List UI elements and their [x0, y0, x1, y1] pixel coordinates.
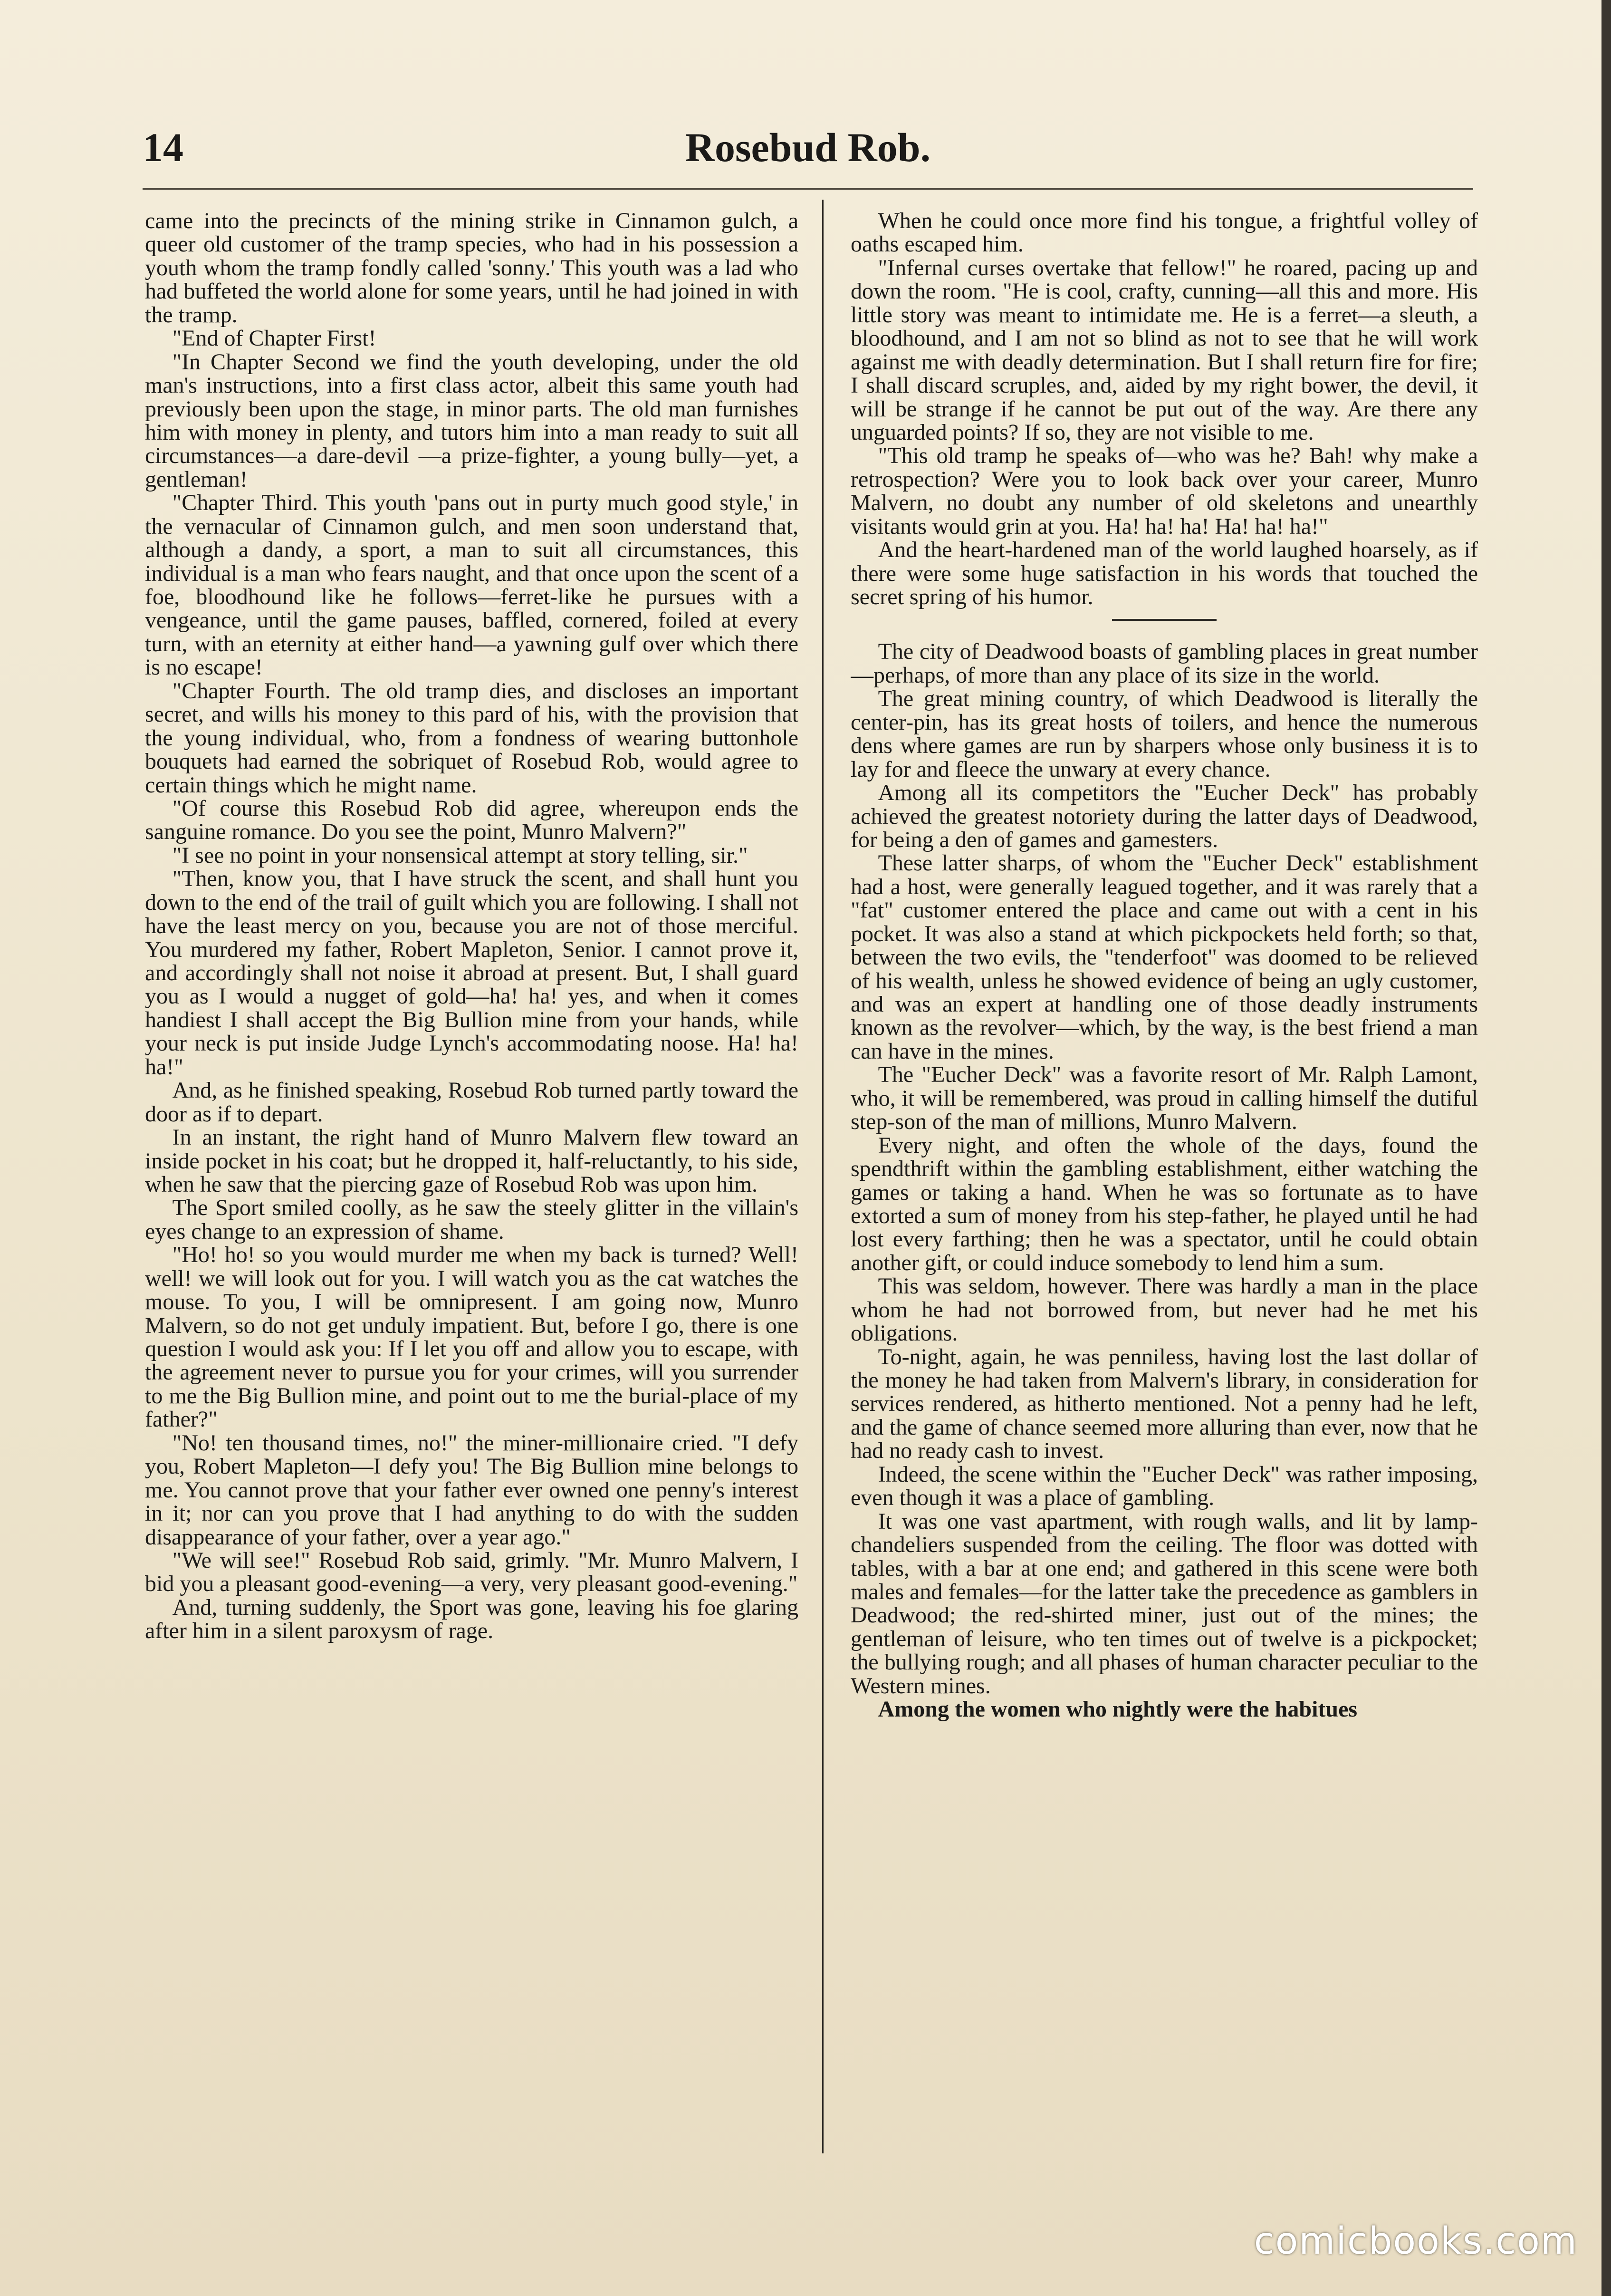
page-number: 14: [143, 125, 183, 170]
paragraph: "End of Chapter First!: [172, 326, 376, 351]
paragraph: And, turning suddenly, the Sport was gone, leaving his foe glaring after him in a silent paroxysm of rage.: [145, 1594, 798, 1644]
paragraph: The Sport smiled coolly, as he saw the steely glitter in the villain's eyes change to an expression of shame.: [145, 1195, 798, 1244]
paragraph: "Ho! ho! so you would murder me when my back is turned? Well! well! we will look out for you. I will watch you as the cat watches the mouse. To you, I will be omnipresent. I am going now, Munro Malvern, so do not get unduly impatient. But, before I go, there is one question I would ask you: If I let you off and allow you to escape, with the agreement never to pursue you for your crimes, will you surrender to me the Big Bullion mine, and point out to me the burial-place of my father?": [145, 1242, 798, 1432]
paragraph: And, as he finished speaking, Rosebud Rob turned partly toward the door as if to depart.: [145, 1078, 798, 1127]
paragraph: It was one vast apartment, with rough walls, and lit by lamp-chandeliers suspended from the ceiling. The floor was dotted with tables, with a bar at one end; and gathered in this scene were both males and females—for the latter take the precedence as gamblers in Deadwood; the red-shirted miner, just out of the mines; the gentleman of leisure, who ten times out of twelve is a pickpocket; the bullying rough; and all phases of human character peculiar to the Western mines.: [851, 1508, 1478, 1698]
paragraph: "No! ten thousand times, no!" the miner-millionaire cried. "I defy you, Robert Mapleton—I defy you! The Big Bullion mine belongs to me. You cannot prove that your father ever owned one penny's interest in it; nor can you prove that I had anything to do with the sudden disappearance of your father, over a year ago.": [145, 1430, 798, 1550]
paragraph: came into the precincts of the mining strike in Cinnamon gulch, a queer old customer of the tramp species, who had in his possession a youth whom the tramp fondly called 'sonny.' This youth was a lad who had buffeted the world alone for some years, until he had joined in with the tramp.: [145, 209, 798, 328]
column-divider: [822, 200, 824, 2153]
paragraph: "This old tramp he speaks of—who was he? Bah! why make a retrospection? Were you to look back over your career, Munro Malvern, no doubt any number of old skeletons and unearthly visitants would grin at you. Ha! ha! ha! Ha! ha! ha!": [851, 443, 1478, 539]
paragraph: In an instant, the right hand of Munro Malvern flew toward an inside pocket in his coat; but he dropped it, half-reluctantly, to his side, when he saw that the piercing gaze of Rosebud Rob was upon him.: [145, 1125, 798, 1197]
paragraph: The "Eucher Deck" was a favorite resort of Mr. Ralph Lamont, who, it will be remembered, was proud in calling himself the dutiful step-son of the man of millions, Munro Malvern.: [851, 1062, 1478, 1135]
paragraph: "Of course this Rosebud Rob did agree, whereupon ends the sanguine romance. Do you see the point, Munro Malvern?": [145, 795, 798, 845]
paragraph: "In Chapter Second we find the youth developing, under the old man's instructions, into a first class actor, albeit this same youth had previously been upon the stage, in minor parts. The old man furnishes him with money in plenty, and tutors him into a man ready to suit all circumstances—a dare-devil —a prize-fighter, a young bully—yet, a gentleman!: [145, 349, 798, 492]
right-column: [851, 209, 1478, 2153]
paragraph: This was seldom, however. There was hardly a man in the place whom he had not borrowed from, but never had he met his obligations.: [851, 1273, 1478, 1346]
paragraph: Among the women who nightly were the habitues: [878, 1697, 1358, 1722]
page-header: [143, 114, 1473, 181]
paragraph: And the heart-hardened man of the world laughed hoarsely, as if there were some huge satisfaction in his words that touched the secret spring of his humor.: [851, 537, 1478, 609]
page-title: Rosebud Rob.: [685, 125, 931, 170]
paragraph: The city of Deadwood boasts of gambling places in great number—perhaps, of more than any place of its size in the world.: [851, 639, 1478, 688]
paragraph: "Chapter Fourth. The old tramp dies, and discloses an important secret, and wills his money to this pard of his, with the provision that the young individual, who, from a fondness of wearing buttonhole bouquets had earned the sobriquet of Rosebud Rob, would agree to certain things which he might name.: [145, 678, 798, 798]
header-rule: [143, 188, 1473, 190]
paragraph: The great mining country, of which Deadwood is literally the center-pin, has its great hosts of toilers, and hence the numerous dens where games are run by sharpers whose only business it is to lay for and fleece the unwary at every chance.: [851, 686, 1478, 782]
paragraph: "We will see!" Rosebud Rob said, grimly. "Mr. Munro Malvern, I bid you a pleasant good-evening—a very, very pleasant good-evening.": [145, 1547, 798, 1597]
site-watermark: comicbooks.com: [1254, 2220, 1578, 2263]
paragraph: Indeed, the scene within the "Eucher Deck" was rather imposing, even though it was a place of gambling.: [851, 1461, 1478, 1511]
paragraph: "Infernal curses overtake that fellow!" he roared, pacing up and down the room. "He is cool, crafty, cunning—all this and more. His little story was meant to intimidate me. He is a ferret—a sleuth, a bloodhound, and I am not so blind as not to see that he will work against me with deadly determination. But I shall return fire for fire; I shall discard scruples, and, aided by my right bower, the devil, it will be strange if he cannot be put out of the way. Are there any unguarded points? If so, they are not visible to me.: [851, 255, 1478, 445]
paragraph: "I see no point in your nonsensical attempt at story telling, sir.": [172, 842, 748, 868]
paragraph: Every night, and often the whole of the days, found the spendthrift within the gambling establishment, either watching the games or taking a hand. When he was so fortunate as to have extorted a sum of money from his step-father, he played until he had lost every farthing; then he was a spectator, until he could obtain another gift, or could induce somebody to lend him a sum.: [851, 1132, 1478, 1275]
paragraph: "Then, know you, that I have struck the scent, and shall hunt you down to the end of the trail of guilt which you are following. I shall not have the least mercy on you, because you are not of those merciful. You murdered my father, Robert Mapleton, Senior. I cannot prove it, and accordingly shall not noise it abroad at present. But, I shall guard you as I would a nugget of gold—ha! ha! yes, and when it comes handiest I shall accept the Big Bullion mine from your hands, while your neck is put inside Judge Lynch's accommodating noose. Ha! ha! ha!": [145, 866, 798, 1080]
section-divider: [1112, 619, 1217, 621]
paragraph: When he could once more find his tongue, a frightful volley of oaths escaped him.: [851, 209, 1478, 257]
paragraph: "Chapter Third. This youth 'pans out in purty much good style,' in the vernacular of Cinnamon gulch, and men soon understand that, although a dandy, a sport, a man to suit all circumstances, this individual is a man who fears naught, and that once upon the scent of a foe, bloodhound like he follows—ferret-like he pursues with a vengeance, until the game pauses, baffled, cornered, foiled at every turn, with an eternity at either hand—a yawning gulf over which there is no escape!: [145, 490, 798, 680]
page-edge-shadow: [1601, 0, 1611, 2296]
paragraph: Among all its competitors the "Eucher Deck" has probably achieved the greatest notoriety during the latter days of Deadwood, for being a den of games and gamesters.: [851, 780, 1478, 852]
paragraph: To-night, again, he was penniless, having lost the last dollar of the money he had taken from Malvern's library, in consideration for services rendered, as hitherto mentioned. Not a penny had he left, and the game of chance seemed more alluring than ever, now that he had no ready cash to invest.: [851, 1344, 1478, 1464]
left-column: [145, 209, 798, 2153]
paragraph: These latter sharps, of whom the "Eucher Deck" establishment had a host, were generally leagued together, and it was rarely that a "fat" customer entered the place and came out with a cent in his pocket. It was also a stand at which pickpockets held forth; so that, between the two evils, the "tenderfoot" was doomed to be relieved of his wealth, unless he showed evidence of being an ugly customer, and was an expert at handling one of those deadly instruments known as the revolver—which, by the way, is the best friend a man can have in the mines.: [851, 850, 1478, 1064]
